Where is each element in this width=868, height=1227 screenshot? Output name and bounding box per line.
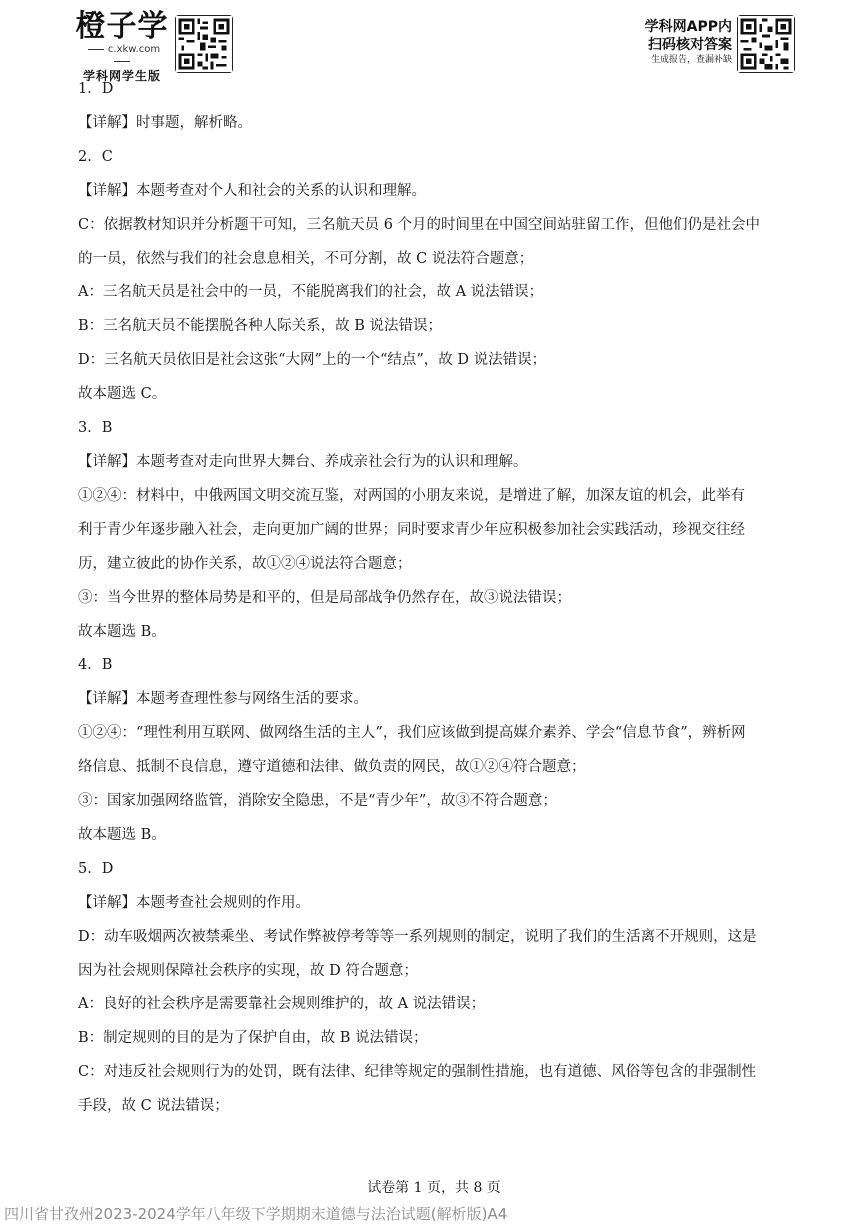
text-line: ③：当今世界的整体局势是和平的，但是局部战争仍然存在，故③说法错误； [78,589,571,606]
answer-2-explanation: 【详解】本题考查对个人和社会的关系的认识和理解。 [78,182,426,199]
text-line: A：三名航天员是社会中的一员，不能脱离我们的社会，故 A 说法错误； [78,284,544,301]
qr-code-icon [175,15,233,73]
brand-logo: 橙子学 [75,9,169,44]
scan-prompt-line2: 扫码核对答案 [648,37,732,53]
page-number: 试卷第 1 页，共 8 页 [367,1180,501,1196]
text-line: 历，建立彼此的协作关系，故①②④说法符合题意； [78,555,412,572]
text-line: D：三名航天员依旧是社会这张“大网”上的一个“结点”，故 D 说法错误； [78,352,547,369]
answer-5-heading: 5．D [78,860,114,877]
brand-domain: c.xkw.com [72,44,172,68]
answer-2-heading: 2．C [78,148,113,165]
qr-code-icon [737,15,795,73]
text-line: ③：国家加强网络监管，消除安全隐患，不是“青少年”，故③不符合题意； [78,793,557,810]
answer-body [78,73,794,1124]
text-line: D：动车吸烟两次被禁乘坐、考试作弊被停考等等一系列规则的制定，说明了我们的生活离不开规则，这是 [78,928,757,945]
scan-prompt-line3: 生成报告，查漏补缺 [650,55,732,65]
answer-5-explanation: 【详解】本题考查社会规则的作用。 [78,894,310,911]
answer-4-heading: 4．B [78,657,113,674]
answer-3-heading: 3．B [78,420,113,437]
answer-4-explanation: 【详解】本题考查理性参与网络生活的要求。 [78,691,368,708]
scan-prompt [600,18,732,67]
text-line: A：良好的社会秩序是需要靠社会规则维护的，故 A 说法错误； [78,996,486,1013]
answer-4-conclusion: 故本题选 B。 [78,826,166,843]
brand-edition: 学科网学生版 [82,69,161,83]
document-watermark: 四川省甘孜州2023-2024学年八年级下学期期末道德与法治试题(解析版)A4 [4,1205,508,1223]
text-line: ①②④：“理性利用互联网、做网络生活的主人”，我们应该做到提高媒介素养、学会“信息节食”，辨析网 [78,725,746,742]
scan-prompt-line1: 学科网APP内 [644,19,732,35]
text-line: 络信息、抵制不良信息，遵守道德和法律、做负责的网民，故①②④符合题意； [78,759,586,776]
answer-3-conclusion: 故本题选 B。 [78,623,166,640]
text-line: ①②④：材料中，中俄两国文明交流互鉴，对两国的小朋友来说，是增进了解，加深友谊的机会，此举有 [78,487,745,504]
answer-1-heading: 1．D [78,81,114,97]
text-line: 利于青少年逐步融入社会，走向更加广阔的世界；同时要求青少年应积极参加社会实践活动，珍视交往经 [78,521,745,538]
answer-3-explanation: 【详解】本题考查对走向世界大舞台、养成亲社会行为的认识和理解。 [78,453,528,470]
text-line: 手段，故 C 说法错误； [78,1098,229,1115]
text-line: 的一员，依然与我们的社会息息相关，不可分割，故 C 说法符合题意； [78,250,534,267]
text-line: C：依据教材知识并分析题干可知，三名航天员 6 个月的时间里在中国空间站驻留工作，但他们仍是社会中 [78,216,761,233]
answer-1-explanation: 【详解】时事题，解析略。 [78,114,252,131]
answer-2-conclusion: 故本题选 C。 [78,386,167,403]
text-line: B：三名航天员不能摆脱各种人际关系，故 B 说法错误； [78,318,443,335]
text-line: B：制定规则的目的是为了保护自由，故 B 说法错误； [78,1030,428,1047]
text-line: C：对违反社会规则行为的处罚，既有法律、纪律等规定的强制性措施，也有道德、风俗等包含的非强制性 [78,1064,757,1081]
text-line: 因为社会规则保障社会秩序的实现，故 D 符合题意； [78,962,418,979]
